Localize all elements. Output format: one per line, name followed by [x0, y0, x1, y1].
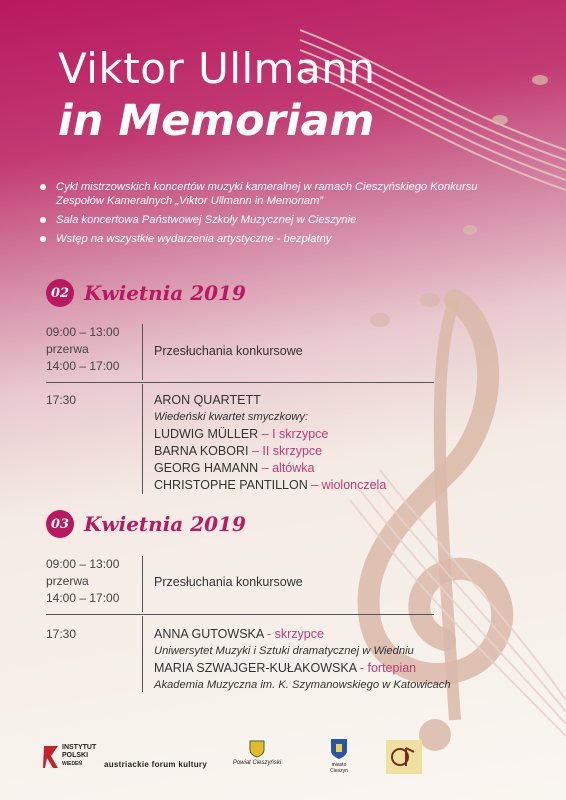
bullet-dot-icon	[40, 236, 46, 242]
music-school-emblem-icon	[386, 740, 422, 774]
concert-time: 17:30	[46, 627, 77, 641]
powiat-cieszynski-logo: Powiat Cieszyński	[232, 740, 282, 766]
miasto-cieszyn-logo: miasto Cieszyn	[324, 738, 354, 774]
bullet-item: Sala koncertowa Państwowej Szkoły Muzycznej w Cieszynie	[38, 213, 478, 227]
bullet-item: Wstęp na wszystkie wydarzenia artystyczne - bezpłatny	[38, 232, 478, 246]
session-label: Przesłuchania konkursowe	[154, 344, 303, 358]
concert-details	[154, 626, 451, 694]
ensemble-description: Wiedeński kwartet smyczkowy:	[154, 411, 309, 423]
day-number-badge: 02	[46, 279, 74, 307]
performer-affiliation: Uniwersytet Muzyki i Sztuki dramatycznej w Wiedniu	[154, 645, 414, 657]
divider-horizontal	[46, 382, 434, 383]
title-line-1: Viktor Ullmann	[58, 44, 376, 93]
session-times: 09:00 – 13:00 przerwa 14:00 – 17:00	[46, 557, 120, 605]
performer: BARNA KOBORI – II skrzypce	[154, 444, 323, 458]
day-number-badge: 03	[46, 510, 74, 538]
music-school-logo	[386, 740, 422, 776]
divider-vertical	[142, 556, 143, 612]
performer: ANNA GUTOWSKA - skrzypce	[154, 627, 324, 641]
divider-vertical	[142, 616, 143, 692]
performer: LUDWIG MÜLLER – I skrzypce	[154, 427, 329, 441]
performer: GEORG HAMANN – altówka	[154, 461, 315, 475]
concert-details	[154, 392, 386, 494]
bullet-dot-icon	[40, 184, 46, 190]
city-crest-icon	[330, 738, 348, 760]
session-times: 09:00 – 13:00 przerwa 14:00 – 17:00	[46, 325, 120, 373]
concert-time: 17:30	[46, 393, 77, 407]
divider-vertical	[142, 384, 143, 494]
performer-affiliation: Akademia Muzyczna im. K. Szymanowskiego w Katowicach	[154, 679, 451, 691]
divider-vertical	[142, 324, 143, 380]
day-heading-03	[46, 510, 246, 538]
bullet-dot-icon	[40, 217, 46, 223]
day-heading-02	[46, 279, 246, 307]
instytut-polski-mark-icon	[42, 744, 60, 770]
title-line-2: in Memoriam	[58, 96, 375, 146]
bullet-item: Cykl mistrzowskich koncertów muzyki kameralnej w ramach Cieszyńskiego Konkursu Zespołów Kameralnych „Viktor Ullmann in Memoriam”	[38, 180, 478, 208]
performer: CHRISTOPHE PANTILLON – wiolonczela	[154, 478, 387, 492]
instytut-polski-logo: INSTYTUT POLSKI WIEDEŃ	[42, 744, 96, 770]
info-bullets	[38, 180, 478, 251]
austriackie-forum-kultury-logo: austriackie forum kultury	[104, 760, 208, 769]
divider-horizontal	[46, 614, 434, 615]
day-month: Kwietnia 2019	[84, 512, 246, 536]
day-month: Kwietnia 2019	[84, 281, 246, 305]
session-label: Przesłuchania konkursowe	[154, 575, 303, 589]
ensemble-name: ARON QUARTETT	[154, 393, 261, 407]
coat-of-arms-icon	[249, 740, 265, 758]
performer: MARIA SZWAJGER-KUŁAKOWSKA - fortepian	[154, 661, 417, 675]
sponsor-logos	[0, 732, 566, 792]
